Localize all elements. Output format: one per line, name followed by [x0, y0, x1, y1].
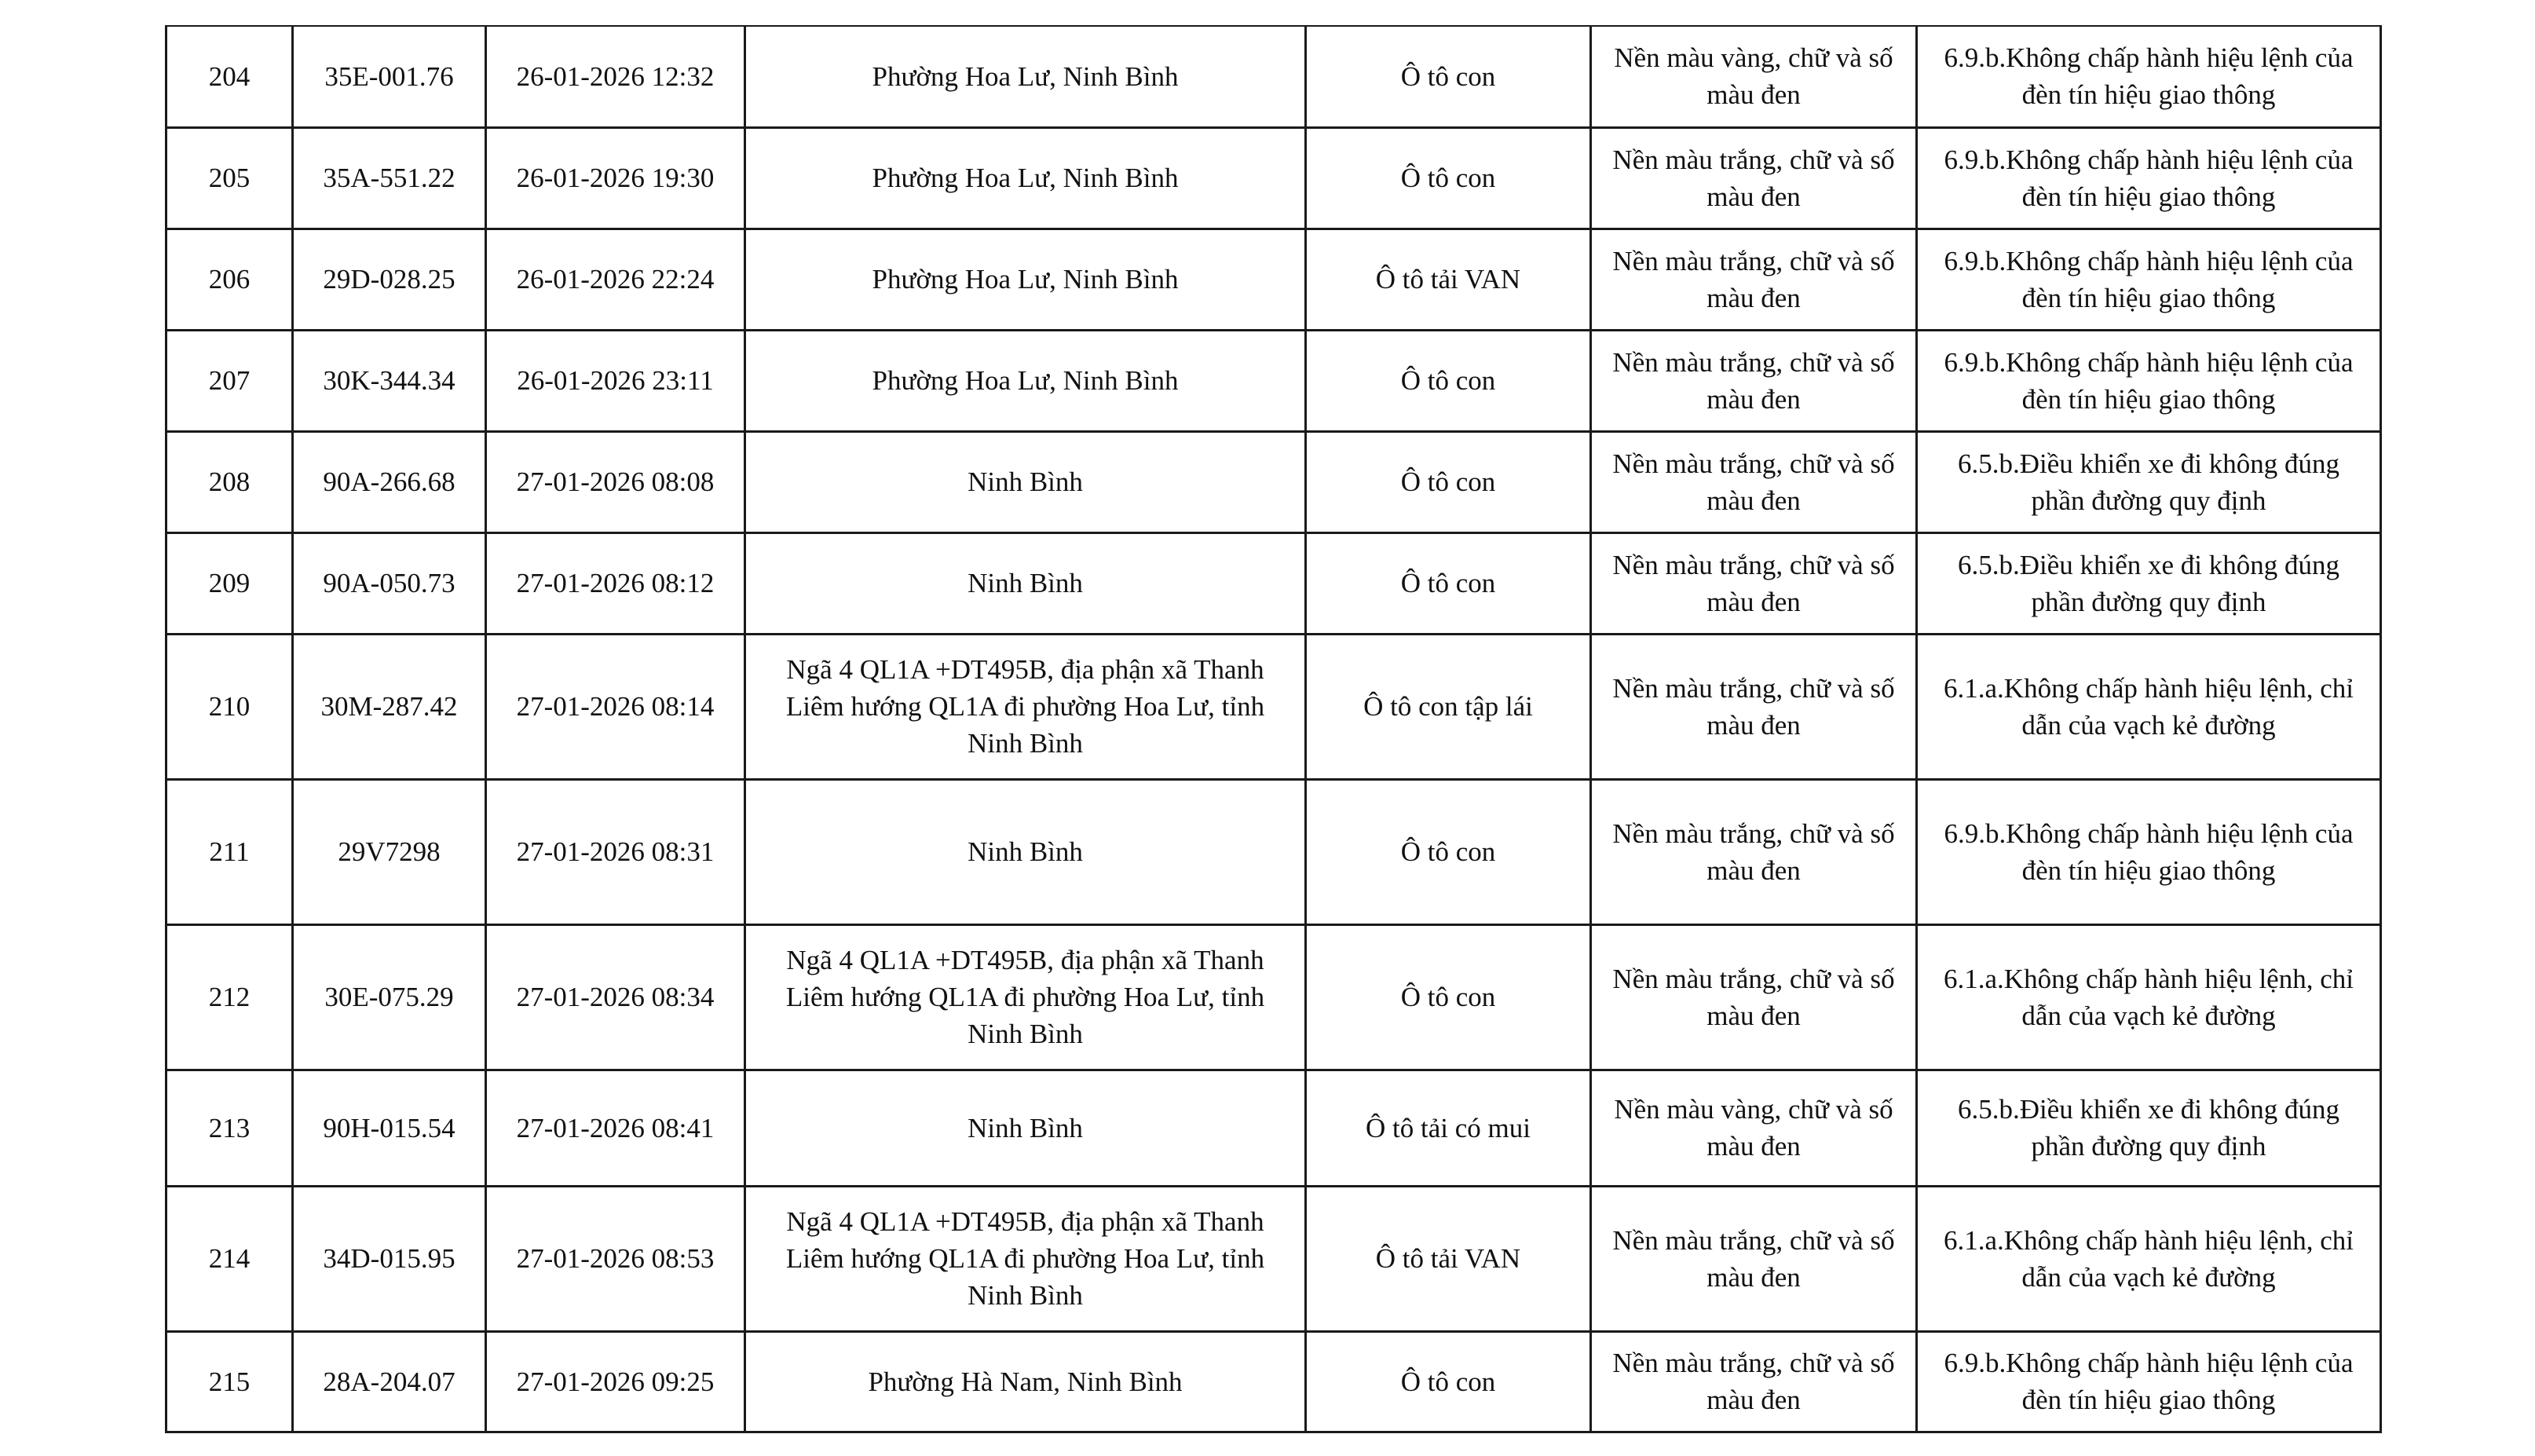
table-row — [166, 330, 2381, 431]
table-row — [166, 779, 2381, 924]
row-number: 213 — [166, 1070, 293, 1186]
vehicle-type: Ô tô tải VAN — [1306, 1186, 1591, 1331]
vehicle-type: Ô tô con tập lái — [1306, 634, 1591, 779]
violation-location: Ninh Bình — [745, 532, 1306, 634]
violation-time: 27-01-2026 08:34 — [486, 924, 745, 1070]
vehicle-type: Ô tô con — [1306, 924, 1591, 1070]
table-row — [166, 1070, 2381, 1186]
violation-time: 27-01-2026 09:25 — [486, 1331, 745, 1432]
vehicle-type: Ô tô tải có mui — [1306, 1070, 1591, 1186]
violation-location: Ninh Bình — [745, 1070, 1306, 1186]
violation-time: 27-01-2026 08:12 — [486, 532, 745, 634]
plate-color: Nền màu trắng, chữ và số màu đen — [1591, 127, 1917, 229]
license-plate: 29D-028.25 — [293, 229, 486, 330]
plate-color: Nền màu trắng, chữ và số màu đen — [1591, 634, 1917, 779]
violation-time: 27-01-2026 08:53 — [486, 1186, 745, 1331]
vehicle-type: Ô tô con — [1306, 127, 1591, 229]
table-row — [166, 924, 2381, 1070]
row-number: 212 — [166, 924, 293, 1070]
license-plate: 35E-001.76 — [293, 26, 486, 127]
row-number: 205 — [166, 127, 293, 229]
violation-description: 6.5.b.Điều khiển xe đi không đúng phần đường quy định — [1917, 431, 2381, 532]
violation-location: Phường Hoa Lư, Ninh Bình — [745, 26, 1306, 127]
violation-description: 6.5.b.Điều khiển xe đi không đúng phần đường quy định — [1917, 532, 2381, 634]
row-number: 206 — [166, 229, 293, 330]
vehicle-type: Ô tô con — [1306, 779, 1591, 924]
violations-table — [165, 25, 2382, 1433]
violation-description: 6.5.b.Điều khiển xe đi không đúng phần đường quy định — [1917, 1070, 2381, 1186]
violation-description: 6.1.a.Không chấp hành hiệu lệnh, chỉ dẫn của vạch kẻ đường — [1917, 1186, 2381, 1331]
violation-time: 26-01-2026 12:32 — [486, 26, 745, 127]
violation-description: 6.9.b.Không chấp hành hiệu lệnh của đèn tín hiệu giao thông — [1917, 127, 2381, 229]
violation-description: 6.9.b.Không chấp hành hiệu lệnh của đèn tín hiệu giao thông — [1917, 1331, 2381, 1432]
violation-time: 27-01-2026 08:08 — [486, 431, 745, 532]
violation-location: Phường Hoa Lư, Ninh Bình — [745, 330, 1306, 431]
violation-description: 6.9.b.Không chấp hành hiệu lệnh của đèn tín hiệu giao thông — [1917, 229, 2381, 330]
license-plate: 90H-015.54 — [293, 1070, 486, 1186]
table-row — [166, 431, 2381, 532]
vehicle-type: Ô tô con — [1306, 1331, 1591, 1432]
violation-location: Ngã 4 QL1A +DT495B, địa phận xã Thanh Liêm hướng QL1A đi phường Hoa Lư, tỉnh Ninh Bình — [745, 924, 1306, 1070]
plate-color: Nền màu trắng, chữ và số màu đen — [1591, 532, 1917, 634]
plate-color: Nền màu trắng, chữ và số màu đen — [1591, 229, 1917, 330]
license-plate: 90A-266.68 — [293, 431, 486, 532]
vehicle-type: Ô tô con — [1306, 330, 1591, 431]
table-row — [166, 532, 2381, 634]
plate-color: Nền màu trắng, chữ và số màu đen — [1591, 431, 1917, 532]
license-plate: 30K-344.34 — [293, 330, 486, 431]
row-number: 215 — [166, 1331, 293, 1432]
license-plate: 28A-204.07 — [293, 1331, 486, 1432]
violation-description: 6.1.a.Không chấp hành hiệu lệnh, chỉ dẫn của vạch kẻ đường — [1917, 634, 2381, 779]
license-plate: 30M-287.42 — [293, 634, 486, 779]
violation-location: Ninh Bình — [745, 431, 1306, 532]
violation-location: Ninh Bình — [745, 779, 1306, 924]
row-number: 208 — [166, 431, 293, 532]
row-number: 211 — [166, 779, 293, 924]
violation-location: Phường Hoa Lư, Ninh Bình — [745, 229, 1306, 330]
plate-color: Nền màu trắng, chữ và số màu đen — [1591, 1331, 1917, 1432]
violation-time: 27-01-2026 08:41 — [486, 1070, 745, 1186]
table-row — [166, 127, 2381, 229]
row-number: 204 — [166, 26, 293, 127]
row-number: 214 — [166, 1186, 293, 1331]
plate-color: Nền màu trắng, chữ và số màu đen — [1591, 779, 1917, 924]
plate-color: Nền màu trắng, chữ và số màu đen — [1591, 924, 1917, 1070]
license-plate: 34D-015.95 — [293, 1186, 486, 1331]
violation-location: Ngã 4 QL1A +DT495B, địa phận xã Thanh Liêm hướng QL1A đi phường Hoa Lư, tỉnh Ninh Bình — [745, 634, 1306, 779]
table-row — [166, 1186, 2381, 1331]
row-number: 210 — [166, 634, 293, 779]
violation-time: 27-01-2026 08:14 — [486, 634, 745, 779]
vehicle-type: Ô tô con — [1306, 532, 1591, 634]
plate-color: Nền màu trắng, chữ và số màu đen — [1591, 1186, 1917, 1331]
violation-time: 27-01-2026 08:31 — [486, 779, 745, 924]
license-plate: 30E-075.29 — [293, 924, 486, 1070]
vehicle-type: Ô tô con — [1306, 431, 1591, 532]
plate-color: Nền màu vàng, chữ và số màu đen — [1591, 26, 1917, 127]
violation-description: 6.1.a.Không chấp hành hiệu lệnh, chỉ dẫn của vạch kẻ đường — [1917, 924, 2381, 1070]
violation-location: Ngã 4 QL1A +DT495B, địa phận xã Thanh Liêm hướng QL1A đi phường Hoa Lư, tỉnh Ninh Bình — [745, 1186, 1306, 1331]
violation-description: 6.9.b.Không chấp hành hiệu lệnh của đèn tín hiệu giao thông — [1917, 26, 2381, 127]
violation-description: 6.9.b.Không chấp hành hiệu lệnh của đèn tín hiệu giao thông — [1917, 779, 2381, 924]
vehicle-type: Ô tô tải VAN — [1306, 229, 1591, 330]
license-plate: 29V7298 — [293, 779, 486, 924]
violation-location: Phường Hà Nam, Ninh Bình — [745, 1331, 1306, 1432]
plate-color: Nền màu vàng, chữ và số màu đen — [1591, 1070, 1917, 1186]
table-row — [166, 229, 2381, 330]
violation-description: 6.9.b.Không chấp hành hiệu lệnh của đèn tín hiệu giao thông — [1917, 330, 2381, 431]
license-plate: 35A-551.22 — [293, 127, 486, 229]
violation-time: 26-01-2026 22:24 — [486, 229, 745, 330]
row-number: 209 — [166, 532, 293, 634]
table-row — [166, 634, 2381, 779]
license-plate: 90A-050.73 — [293, 532, 486, 634]
plate-color: Nền màu trắng, chữ và số màu đen — [1591, 330, 1917, 431]
table-row — [166, 26, 2381, 127]
violation-location: Phường Hoa Lư, Ninh Bình — [745, 127, 1306, 229]
vehicle-type: Ô tô con — [1306, 26, 1591, 127]
violation-time: 26-01-2026 23:11 — [486, 330, 745, 431]
violation-time: 26-01-2026 19:30 — [486, 127, 745, 229]
row-number: 207 — [166, 330, 293, 431]
table-row — [166, 1331, 2381, 1432]
